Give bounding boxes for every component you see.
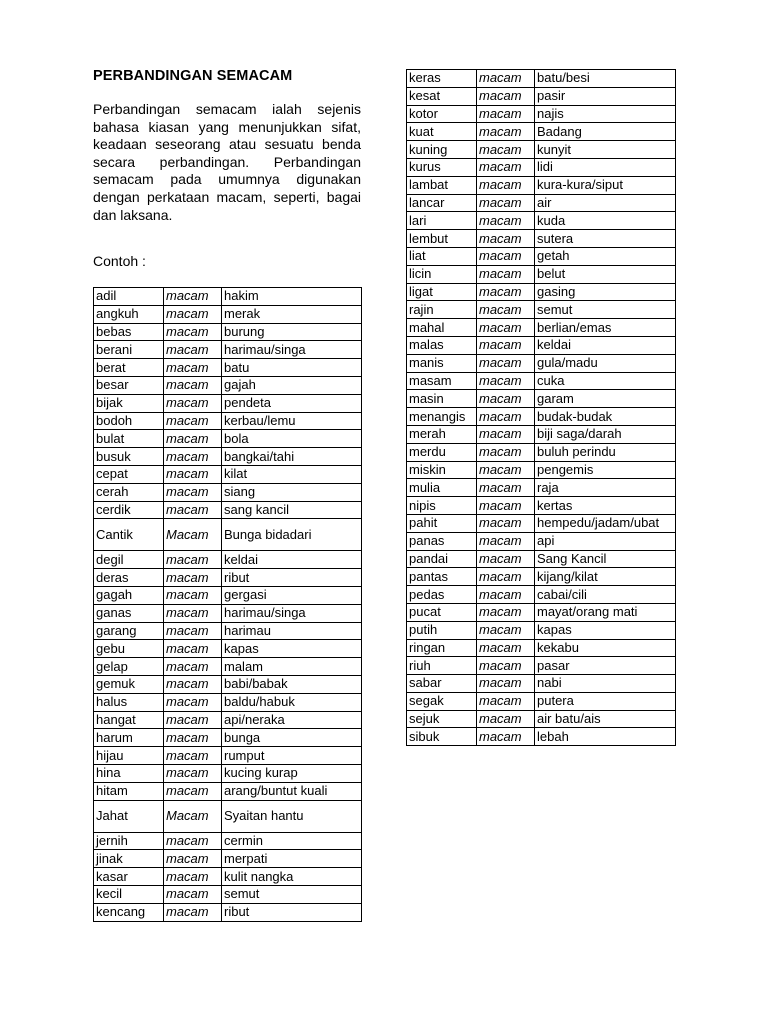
comparator-cell: macam <box>164 569 222 587</box>
comparator-cell: macam <box>477 728 535 746</box>
comparator-cell: macam <box>164 376 222 394</box>
comparison-table-right <box>406 69 676 746</box>
adjective-cell: pandai <box>407 550 477 568</box>
comparator-cell: macam <box>164 412 222 430</box>
adjective-cell: busuk <box>94 448 164 466</box>
adjective-cell: besar <box>94 376 164 394</box>
comparator-cell: macam <box>477 176 535 194</box>
comparison-cell: hakim <box>222 288 362 306</box>
table-row <box>407 443 676 461</box>
table-row <box>94 376 362 394</box>
comparator-cell: macam <box>477 265 535 283</box>
adjective-cell: masam <box>407 372 477 390</box>
comparator-cell: macam <box>164 693 222 711</box>
table-row <box>407 354 676 372</box>
adjective-cell: deras <box>94 569 164 587</box>
comparator-cell: macam <box>477 692 535 710</box>
adjective-cell: gebu <box>94 640 164 658</box>
comparator-cell: macam <box>164 868 222 886</box>
comparison-cell: harimau <box>222 622 362 640</box>
adjective-cell: masin <box>407 390 477 408</box>
comparison-cell: kertas <box>535 497 676 515</box>
adjective-cell: merdu <box>407 443 477 461</box>
comparison-cell: getah <box>535 247 676 265</box>
comparator-cell: Macam <box>164 800 222 832</box>
table-row <box>94 903 362 921</box>
table-row <box>407 675 676 693</box>
comparator-cell: macam <box>164 465 222 483</box>
adjective-cell: kotor <box>407 105 477 123</box>
comparator-cell: macam <box>477 621 535 639</box>
comparison-cell: raja <box>535 479 676 497</box>
comparator-cell: macam <box>164 394 222 412</box>
table-row <box>407 390 676 408</box>
comparison-cell: gula/madu <box>535 354 676 372</box>
adjective-cell: angkuh <box>94 305 164 323</box>
table-row <box>407 532 676 550</box>
comparator-cell: macam <box>477 639 535 657</box>
comparator-cell: macam <box>477 390 535 408</box>
comparator-cell: macam <box>164 305 222 323</box>
adjective-cell: panas <box>407 532 477 550</box>
adjective-cell: cerdik <box>94 501 164 519</box>
comparison-cell: gasing <box>535 283 676 301</box>
table-row <box>94 305 362 323</box>
comparator-cell: macam <box>164 323 222 341</box>
comparison-cell: berlian/emas <box>535 319 676 337</box>
comparator-cell: macam <box>164 430 222 448</box>
comparator-cell: macam <box>164 729 222 747</box>
adjective-cell: gagah <box>94 586 164 604</box>
comparator-cell: macam <box>164 501 222 519</box>
comparator-cell: macam <box>477 283 535 301</box>
comparator-cell: macam <box>477 675 535 693</box>
table-row <box>407 336 676 354</box>
comparison-cell: kilat <box>222 465 362 483</box>
adjective-cell: ganas <box>94 604 164 622</box>
adjective-cell: pantas <box>407 568 477 586</box>
comparator-cell: macam <box>477 105 535 123</box>
adjective-cell: sejuk <box>407 710 477 728</box>
comparator-cell: macam <box>164 483 222 501</box>
comparator-cell: macam <box>164 359 222 377</box>
comparison-cell: merak <box>222 305 362 323</box>
comparator-cell: macam <box>477 319 535 337</box>
comparison-cell: kuda <box>535 212 676 230</box>
adjective-cell: segak <box>407 692 477 710</box>
table-row <box>407 692 676 710</box>
table-row <box>94 569 362 587</box>
comparison-cell: rumput <box>222 747 362 765</box>
comparator-cell: macam <box>477 532 535 550</box>
comparator-cell: macam <box>477 212 535 230</box>
table-row <box>94 448 362 466</box>
adjective-cell: pahit <box>407 514 477 532</box>
comparator-cell: macam <box>164 551 222 569</box>
adjective-cell: Jahat <box>94 800 164 832</box>
table-row <box>407 123 676 141</box>
comparison-cell: kijang/kilat <box>535 568 676 586</box>
comparison-cell: lidi <box>535 158 676 176</box>
table-row <box>94 885 362 903</box>
adjective-cell: lancar <box>407 194 477 212</box>
table-row <box>407 568 676 586</box>
table-row <box>94 551 362 569</box>
table-row <box>407 319 676 337</box>
comparator-cell: Macam <box>164 519 222 551</box>
table-row <box>94 412 362 430</box>
table-row <box>94 764 362 782</box>
comparator-cell: macam <box>164 711 222 729</box>
comparison-cell: baldu/habuk <box>222 693 362 711</box>
adjective-cell: berani <box>94 341 164 359</box>
comparison-cell: Syaitan hantu <box>222 800 362 832</box>
comparison-cell: Badang <box>535 123 676 141</box>
table-row <box>407 176 676 194</box>
comparator-cell: macam <box>164 448 222 466</box>
comparator-cell: macam <box>477 230 535 248</box>
table-row <box>407 728 676 746</box>
comparison-cell: pengemis <box>535 461 676 479</box>
adjective-cell: riuh <box>407 657 477 675</box>
adjective-cell: berat <box>94 359 164 377</box>
table-row <box>407 212 676 230</box>
table-row <box>407 586 676 604</box>
adjective-cell: pedas <box>407 586 477 604</box>
comparison-cell: bola <box>222 430 362 448</box>
comparison-cell: kekabu <box>535 639 676 657</box>
comparison-cell: harimau/singa <box>222 604 362 622</box>
adjective-cell: putih <box>407 621 477 639</box>
table-row <box>94 711 362 729</box>
table-row <box>407 603 676 621</box>
adjective-cell: sabar <box>407 675 477 693</box>
comparison-cell: keldai <box>222 551 362 569</box>
comparison-cell: api <box>535 532 676 550</box>
comparison-cell: nabi <box>535 675 676 693</box>
comparator-cell: macam <box>477 87 535 105</box>
adjective-cell: halus <box>94 693 164 711</box>
comparison-cell: lebah <box>535 728 676 746</box>
table-row <box>94 729 362 747</box>
comparator-cell: macam <box>477 657 535 675</box>
comparison-cell: sang kancil <box>222 501 362 519</box>
adjective-cell: kencang <box>94 903 164 921</box>
comparator-cell: macam <box>477 514 535 532</box>
comparator-cell: macam <box>164 658 222 676</box>
comparator-cell: macam <box>477 354 535 372</box>
comparison-cell: budak-budak <box>535 408 676 426</box>
adjective-cell: liat <box>407 247 477 265</box>
table-row <box>94 341 362 359</box>
table-row <box>407 479 676 497</box>
adjective-cell: hitam <box>94 782 164 800</box>
comparator-cell: macam <box>164 604 222 622</box>
comparison-cell: arang/buntut kuali <box>222 782 362 800</box>
table-row <box>94 604 362 622</box>
adjective-cell: hijau <box>94 747 164 765</box>
adjective-cell: harum <box>94 729 164 747</box>
adjective-cell: gelap <box>94 658 164 676</box>
table-row <box>94 501 362 519</box>
table-row <box>94 394 362 412</box>
comparison-table-left <box>93 287 362 922</box>
comparison-cell: pasir <box>535 87 676 105</box>
adjective-cell: ringan <box>407 639 477 657</box>
comparator-cell: macam <box>164 640 222 658</box>
adjective-cell: kecil <box>94 885 164 903</box>
comparator-cell: macam <box>164 288 222 306</box>
comparison-cell: ribut <box>222 569 362 587</box>
adjective-cell: mulia <box>407 479 477 497</box>
comparator-cell: macam <box>164 622 222 640</box>
adjective-cell: hangat <box>94 711 164 729</box>
comparator-cell: macam <box>164 903 222 921</box>
comparison-cell: semut <box>535 301 676 319</box>
table-row <box>94 747 362 765</box>
comparator-cell: macam <box>477 123 535 141</box>
comparison-cell: hempedu/jadam/ubat <box>535 514 676 532</box>
table-row <box>94 640 362 658</box>
comparison-cell: bangkai/tahi <box>222 448 362 466</box>
table-row <box>407 657 676 675</box>
comparator-cell: macam <box>477 568 535 586</box>
comparator-cell: macam <box>477 372 535 390</box>
adjective-cell: kesat <box>407 87 477 105</box>
table-row <box>407 87 676 105</box>
table-row <box>94 465 362 483</box>
adjective-cell: keras <box>407 70 477 88</box>
table-row <box>94 658 362 676</box>
adjective-cell: lari <box>407 212 477 230</box>
table-row <box>94 800 362 832</box>
adjective-cell: sibuk <box>407 728 477 746</box>
table-row <box>94 483 362 501</box>
table-row <box>407 621 676 639</box>
comparison-cell: semut <box>222 885 362 903</box>
table-row <box>94 693 362 711</box>
comparator-cell: macam <box>477 550 535 568</box>
adjective-cell: cerah <box>94 483 164 501</box>
comparator-cell: macam <box>477 586 535 604</box>
adjective-cell: bijak <box>94 394 164 412</box>
comparator-cell: macam <box>477 603 535 621</box>
adjective-cell: jinak <box>94 850 164 868</box>
comparison-cell: harimau/singa <box>222 341 362 359</box>
table-row <box>94 868 362 886</box>
comparator-cell: macam <box>477 408 535 426</box>
adjective-cell: jernih <box>94 832 164 850</box>
comparator-cell: macam <box>477 247 535 265</box>
adjective-cell: manis <box>407 354 477 372</box>
comparator-cell: macam <box>164 850 222 868</box>
comparator-cell: macam <box>477 194 535 212</box>
comparison-cell: buluh perindu <box>535 443 676 461</box>
comparator-cell: macam <box>477 158 535 176</box>
adjective-cell: hina <box>94 764 164 782</box>
adjective-cell: kurus <box>407 158 477 176</box>
comparison-cell: najis <box>535 105 676 123</box>
comparison-cell: biji saga/darah <box>535 425 676 443</box>
table-row <box>407 710 676 728</box>
table-row <box>407 301 676 319</box>
table-row <box>94 782 362 800</box>
adjective-cell: merah <box>407 425 477 443</box>
comparison-cell: kerbau/lemu <box>222 412 362 430</box>
comparator-cell: macam <box>477 301 535 319</box>
table-row <box>407 408 676 426</box>
adjective-cell: nipis <box>407 497 477 515</box>
comparison-cell: kucing kurap <box>222 764 362 782</box>
comparator-cell: macam <box>477 479 535 497</box>
comparator-cell: macam <box>164 586 222 604</box>
comparison-cell: api/neraka <box>222 711 362 729</box>
comparison-cell: pasar <box>535 657 676 675</box>
adjective-cell: miskin <box>407 461 477 479</box>
comparison-cell: putera <box>535 692 676 710</box>
comparison-cell: pendeta <box>222 394 362 412</box>
table-row <box>94 288 362 306</box>
comparison-cell: air batu/ais <box>535 710 676 728</box>
table-row <box>407 497 676 515</box>
adjective-cell: kuning <box>407 141 477 159</box>
table-row <box>407 283 676 301</box>
table-row <box>407 550 676 568</box>
comparator-cell: macam <box>477 710 535 728</box>
comparison-cell: batu/besi <box>535 70 676 88</box>
intro-paragraph: Perbandingan semacam ialah sejenis bahasa kiasan yang menunjukkan sifat, keadaan seseorang atau sesuatu benda secara perbandingan. Perbandingan semacam pada umumnya digunakan dengan perkataan macam, seperti, bagai dan laksana. <box>93 101 361 223</box>
comparator-cell: macam <box>164 832 222 850</box>
comparison-cell: merpati <box>222 850 362 868</box>
comparison-cell: keldai <box>535 336 676 354</box>
comparison-cell: burung <box>222 323 362 341</box>
comparator-cell: macam <box>477 141 535 159</box>
adjective-cell: garang <box>94 622 164 640</box>
adjective-cell: rajin <box>407 301 477 319</box>
page-title: PERBANDINGAN SEMACAM <box>93 68 293 84</box>
comparison-cell: kulit nangka <box>222 868 362 886</box>
comparator-cell: macam <box>477 336 535 354</box>
table-row <box>94 430 362 448</box>
adjective-cell: gemuk <box>94 675 164 693</box>
comparator-cell: macam <box>477 425 535 443</box>
comparator-cell: macam <box>164 341 222 359</box>
table-row <box>407 461 676 479</box>
comparison-cell: kapas <box>535 621 676 639</box>
table-row <box>407 70 676 88</box>
adjective-cell: Cantik <box>94 519 164 551</box>
table-row <box>407 372 676 390</box>
comparison-cell: siang <box>222 483 362 501</box>
comparator-cell: macam <box>164 675 222 693</box>
comparison-cell: belut <box>535 265 676 283</box>
comparison-cell: cermin <box>222 832 362 850</box>
table-row <box>407 247 676 265</box>
comparison-cell: kura-kura/siput <box>535 176 676 194</box>
comparison-cell: kunyit <box>535 141 676 159</box>
example-label: Contoh : <box>93 253 146 269</box>
comparison-cell: mayat/orang mati <box>535 603 676 621</box>
comparator-cell: macam <box>477 443 535 461</box>
comparison-cell: gergasi <box>222 586 362 604</box>
table-row <box>407 105 676 123</box>
adjective-cell: bodoh <box>94 412 164 430</box>
table-row <box>94 519 362 551</box>
table-row <box>407 230 676 248</box>
adjective-cell: cepat <box>94 465 164 483</box>
adjective-cell: lambat <box>407 176 477 194</box>
comparison-cell: cabai/cili <box>535 586 676 604</box>
table-row <box>94 850 362 868</box>
adjective-cell: menangis <box>407 408 477 426</box>
table-row <box>94 832 362 850</box>
table-row <box>94 359 362 377</box>
comparison-cell: babi/babak <box>222 675 362 693</box>
adjective-cell: licin <box>407 265 477 283</box>
comparison-cell: gajah <box>222 376 362 394</box>
comparison-cell: ribut <box>222 903 362 921</box>
table-row <box>407 639 676 657</box>
comparator-cell: macam <box>164 885 222 903</box>
table-row <box>94 622 362 640</box>
table-row <box>407 194 676 212</box>
comparator-cell: macam <box>164 747 222 765</box>
table-row <box>407 158 676 176</box>
comparison-cell: kapas <box>222 640 362 658</box>
comparison-cell: air <box>535 194 676 212</box>
adjective-cell: kasar <box>94 868 164 886</box>
adjective-cell: ligat <box>407 283 477 301</box>
comparison-cell: Sang Kancil <box>535 550 676 568</box>
adjective-cell: bebas <box>94 323 164 341</box>
adjective-cell: lembut <box>407 230 477 248</box>
table-row <box>94 586 362 604</box>
comparator-cell: macam <box>164 764 222 782</box>
comparison-cell: garam <box>535 390 676 408</box>
comparator-cell: macam <box>477 461 535 479</box>
comparator-cell: macam <box>164 782 222 800</box>
table-row <box>407 265 676 283</box>
comparison-cell: cuka <box>535 372 676 390</box>
adjective-cell: bulat <box>94 430 164 448</box>
comparison-cell: batu <box>222 359 362 377</box>
table-row <box>94 323 362 341</box>
comparison-cell: sutera <box>535 230 676 248</box>
comparator-cell: macam <box>477 70 535 88</box>
adjective-cell: adil <box>94 288 164 306</box>
table-row <box>94 675 362 693</box>
comparator-cell: macam <box>477 497 535 515</box>
comparison-cell: malam <box>222 658 362 676</box>
adjective-cell: degil <box>94 551 164 569</box>
adjective-cell: mahal <box>407 319 477 337</box>
adjective-cell: malas <box>407 336 477 354</box>
adjective-cell: pucat <box>407 603 477 621</box>
table-row <box>407 141 676 159</box>
table-row <box>407 425 676 443</box>
adjective-cell: kuat <box>407 123 477 141</box>
comparison-cell: bunga <box>222 729 362 747</box>
table-row <box>407 514 676 532</box>
comparison-cell: Bunga bidadari <box>222 519 362 551</box>
